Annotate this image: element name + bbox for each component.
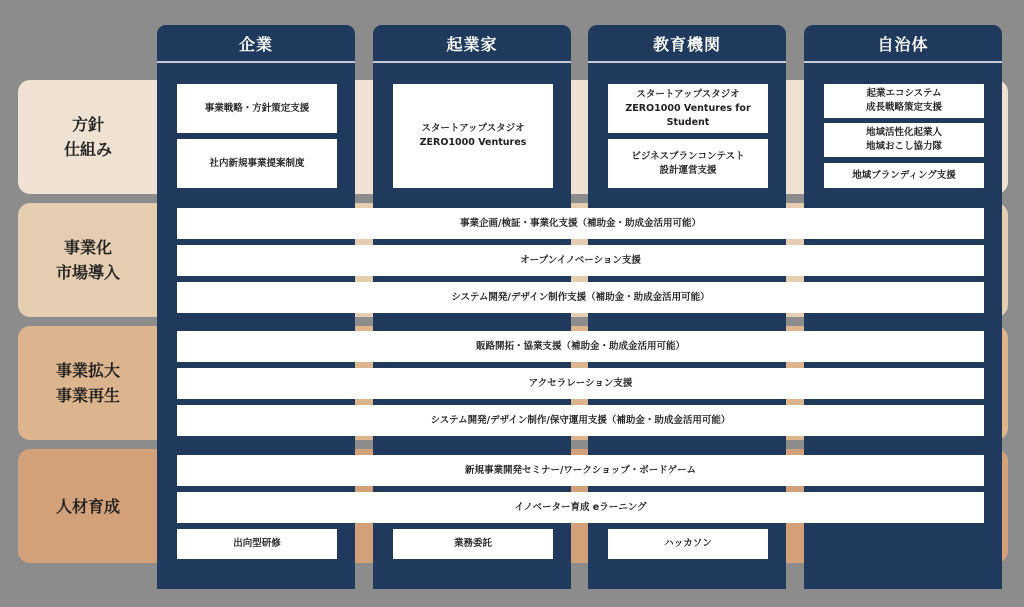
column-header-entrepreneur: 起業家 xyxy=(446,34,498,54)
box-wide-commercialization-2: オープンイノベーション支援 xyxy=(177,245,984,276)
row-label-policy: 方針 仕組み xyxy=(63,115,112,159)
box-secondment-training: 出向型研修 xyxy=(177,529,337,559)
box-wide-talent-1: 新規事業開発セミナー/ワークショップ・ボードゲーム xyxy=(177,455,984,486)
column-header-company: 企業 xyxy=(238,34,273,54)
box-startup-studio: スタートアップスタジオ ZERO1000 Ventures xyxy=(393,84,553,188)
row-label-commercialization: 事業化 市場導入 xyxy=(55,238,120,282)
column-divider xyxy=(373,61,571,63)
column-divider xyxy=(804,61,1002,63)
box-wide-expansion-1: 販路開拓・協業支援（補助金・助成金活用可能） xyxy=(177,331,984,362)
box-wide-commercialization-1: 事業企画/検証・事業化支援（補助金・助成金活用可能） xyxy=(177,208,984,239)
box-wide-commercialization-3: システム開発/デザイン制作支援（補助金・助成金活用可能） xyxy=(177,282,984,313)
column-header-education: 教育機関 xyxy=(652,34,721,54)
box-wide-expansion-3: システム開発/デザイン制作/保守運用支援（補助金・助成金活用可能） xyxy=(177,405,984,436)
row-label-expansion: 事業拡大 事業再生 xyxy=(55,361,120,405)
box-hackathon: ハッカソン xyxy=(608,529,768,559)
box-outsourcing: 業務委託 xyxy=(393,529,553,559)
box-regional-revitalization: 地域活性化起業人 地域おこし協力隊 xyxy=(824,123,984,157)
box-regional-branding: 地域ブランディング支援 xyxy=(824,163,984,188)
box-ecosystem-strategy: 起業エコシステム 成長戦略策定支援 xyxy=(824,84,984,118)
box-startup-studio-student: スタートアップスタジオ ZERO1000 Ventures for Student xyxy=(608,84,768,133)
box-wide-expansion-2: アクセラレーション支援 xyxy=(177,368,984,399)
box-strategy-support: 事業戦略・方針策定支援 xyxy=(177,84,337,133)
column-header-municipality: 自治体 xyxy=(877,34,929,54)
column-divider xyxy=(588,61,786,63)
column-divider xyxy=(157,61,355,63)
row-label-talent: 人材育成 xyxy=(55,496,120,516)
box-internal-proposal: 社内新規事業提案制度 xyxy=(177,139,337,188)
box-wide-talent-2: イノベーター育成 eラーニング xyxy=(177,492,984,523)
box-business-plan-contest: ビジネスプランコンテスト 設計運営支援 xyxy=(608,139,768,188)
